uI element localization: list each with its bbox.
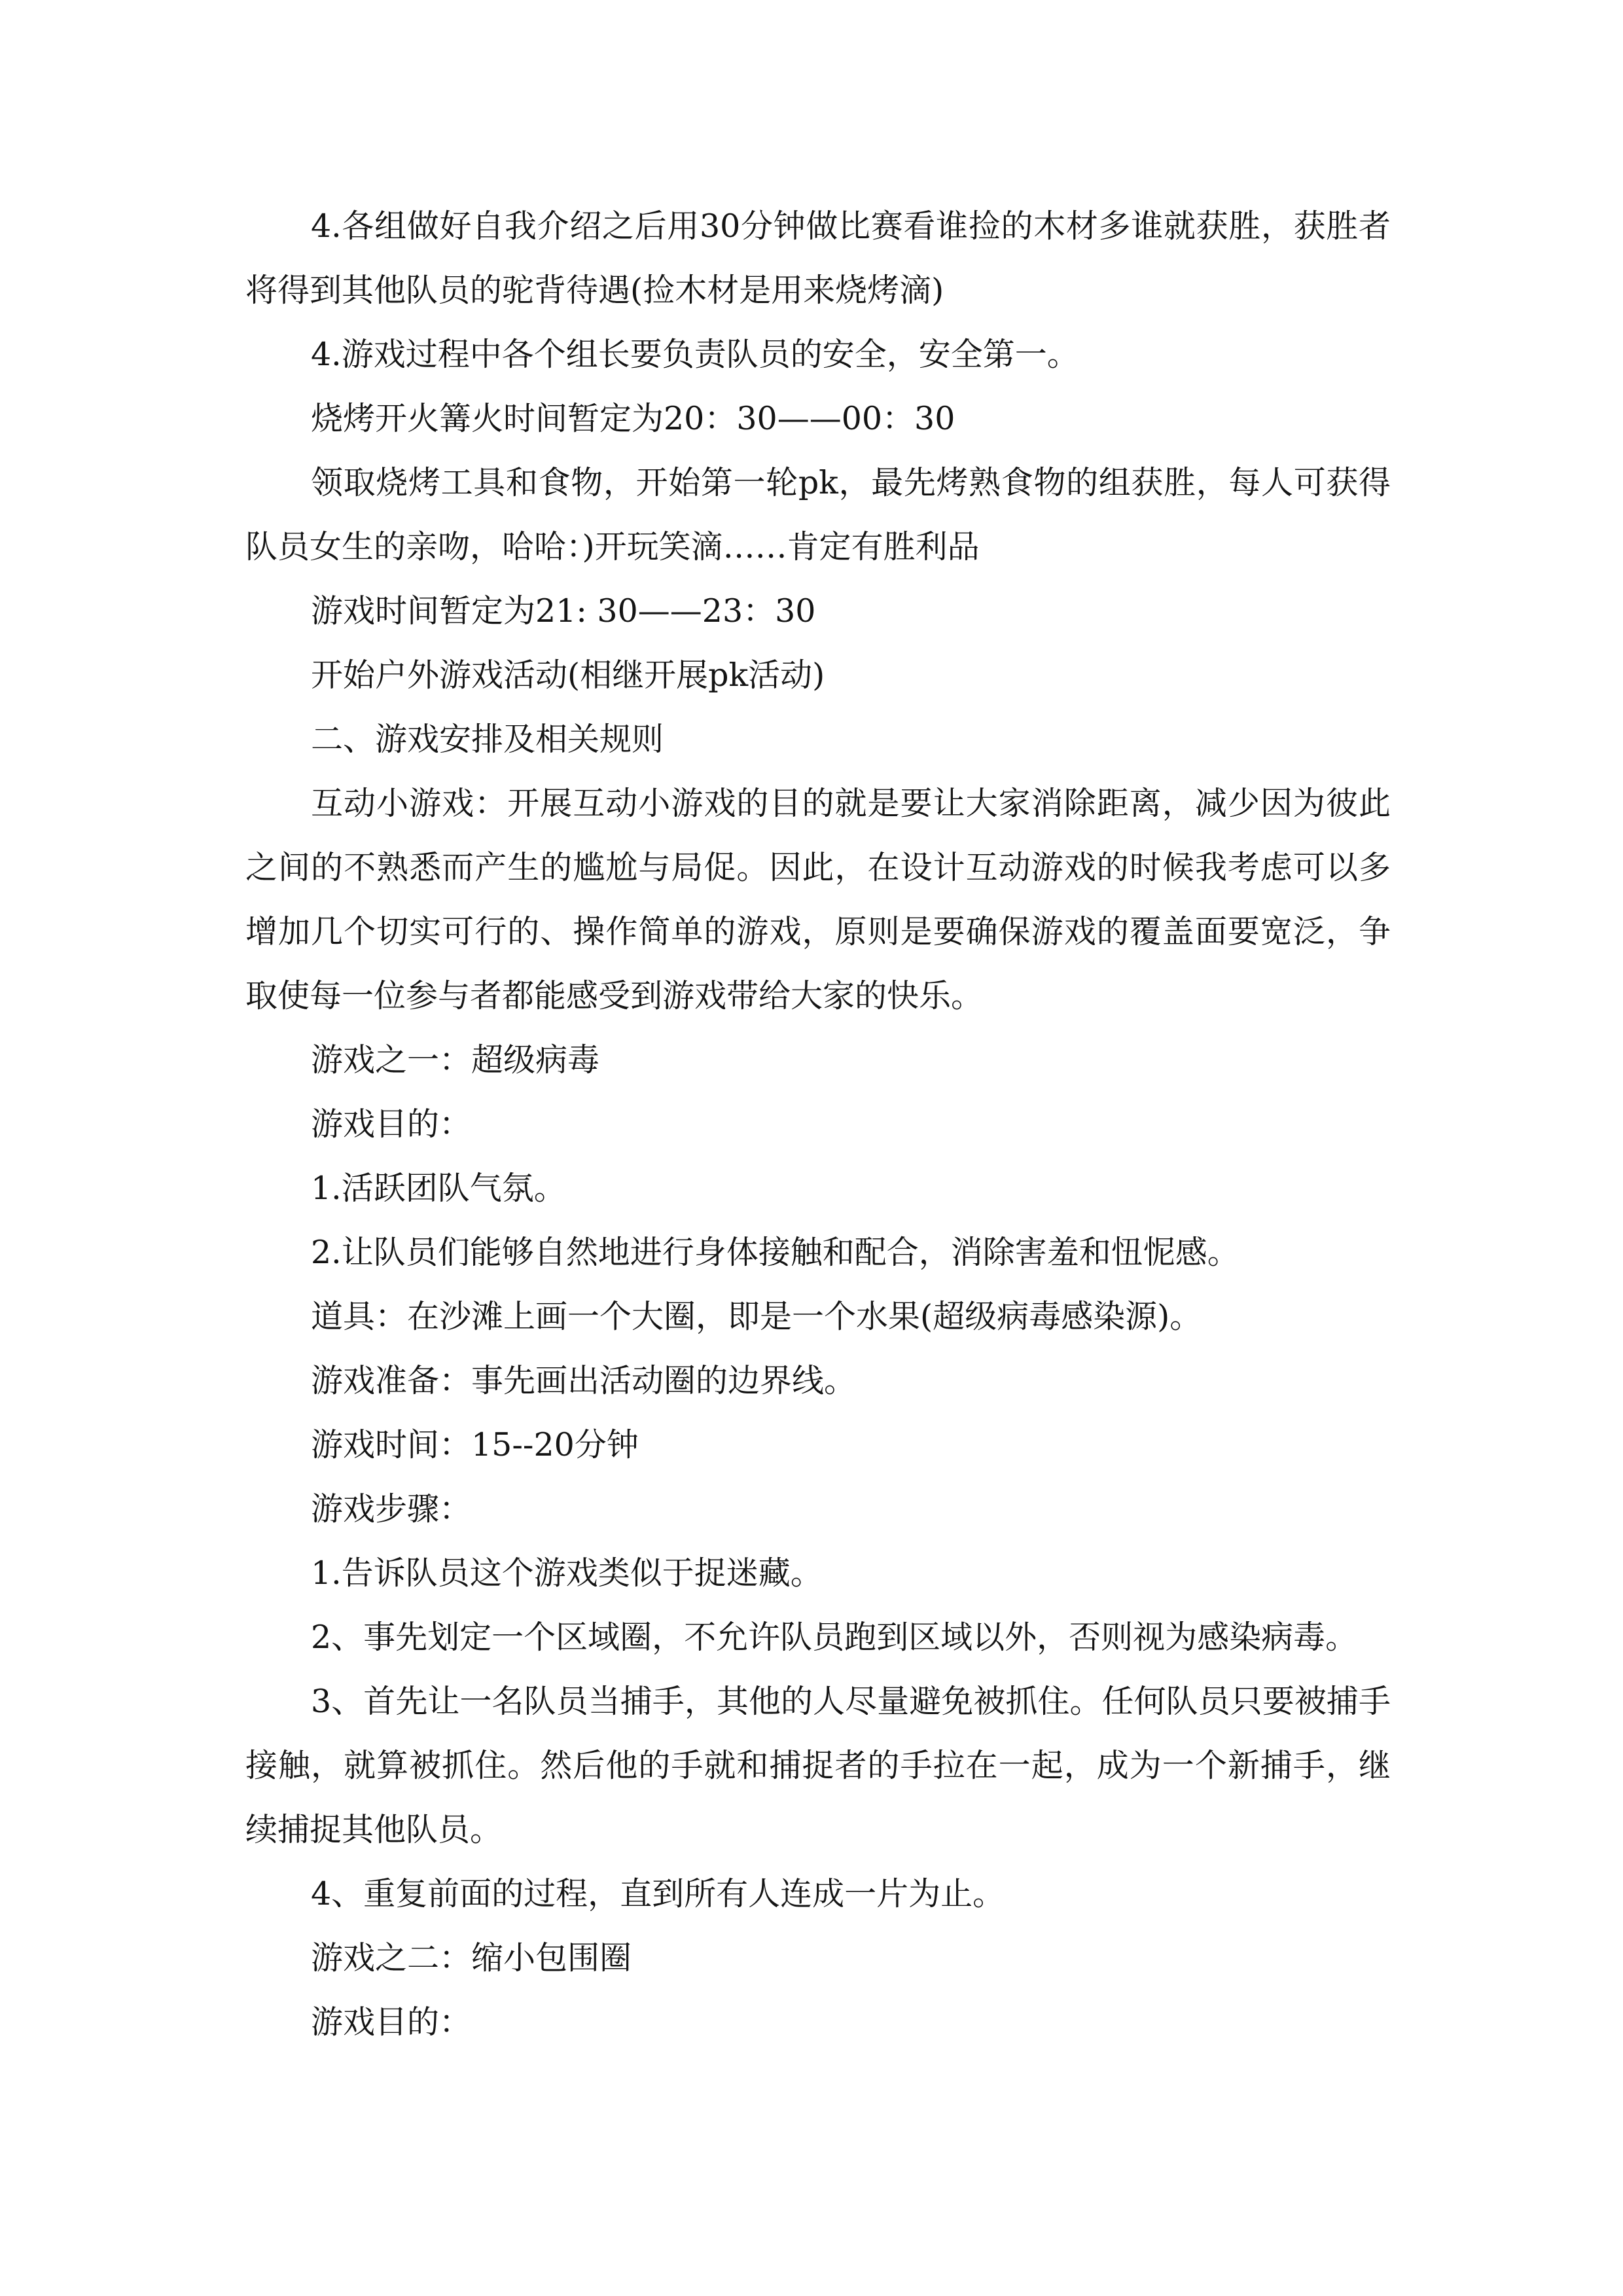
game-one-step-2: 2、事先划定一个区域圈，不允许队员跑到区域以外，否则视为感染病毒。 — [311, 1619, 1358, 1656]
game-one-duration: 游戏时间：15--20分钟 — [311, 1426, 639, 1463]
game-one-props: 道具：在沙滩上画一个大圈，即是一个水果(超级病毒感染源)。 — [311, 1298, 1202, 1335]
game-one-purpose-label: 游戏目的： — [311, 1105, 472, 1143]
game-one-title: 游戏之一：超级病毒 — [311, 1041, 600, 1079]
game-one-preparation: 游戏准备：事先画出活动圈的边界线。 — [311, 1362, 857, 1399]
paragraph-game-time: 游戏时间暂定为21: 30——23：30 — [311, 592, 816, 630]
paragraph-bonfire-time: 烧烤开火篝火时间暂定为20：30——00：30 — [311, 400, 955, 437]
game-one-steps-label: 游戏步骤： — [311, 1490, 472, 1528]
document-body — [245, 194, 1391, 2054]
paragraph-wood-contest: 4.各组做好自我介绍之后用30分钟做比赛看谁捡的木材多谁就获胜，获胜者将得到其他队员的驼背待遇(捡木材是用来烧烤滴) — [245, 207, 1391, 309]
paragraph-safety: 4.游戏过程中各个组长要负责队员的安全，安全第一。 — [311, 336, 1079, 373]
game-one-purpose-item-1: 1.活跃团队气氛。 — [311, 1170, 566, 1207]
game-one-step-4: 4、重复前面的过程，直到所有人连成一片为止。 — [311, 1875, 1005, 1912]
game-two-purpose-label: 游戏目的： — [311, 2003, 472, 2041]
game-one-step-1: 1.告诉队员这个游戏类似于捉迷藏。 — [311, 1554, 823, 1592]
paragraph-interactive-games: 互动小游戏：开展互动小游戏的目的就是要让大家消除距离，减少因为彼此之间的不熟悉而产生的尴尬与局促。因此，在设计互动游戏的时候我考虑可以多增加几个切实可行的、操作简单的游戏，原则是要确保游戏的覆盖面要宽泛，争取使每一位参与者都能感受到游戏带给大家的快乐。 — [245, 785, 1391, 1014]
game-one-purpose-item-2: 2.让队员们能够自然地进行身体接触和配合，消除害羞和忸怩感。 — [311, 1234, 1240, 1271]
paragraph-outdoor-games: 开始户外游戏活动(相继开展pk活动) — [311, 656, 825, 694]
game-two-title: 游戏之二：缩小包围圈 — [311, 1939, 632, 1977]
section-heading-game-rules: 二、游戏安排及相关规则 — [311, 721, 664, 758]
paragraph-bbq-pk: 领取烧烤工具和食物，开始第一轮pk，最先烤熟食物的组获胜，每人可获得队员女生的亲吻，哈哈：)开玩笑滴……肯定有胜利品 — [245, 464, 1391, 565]
game-one-step-3: 3、首先让一名队员当捕手，其他的人尽量避免被抓住。任何队员只要被捕手接触，就算被抓住。然后他的手就和捕捉者的手拉在一起，成为一个新捕手，继续捕捉其他队员。 — [245, 1683, 1391, 1848]
